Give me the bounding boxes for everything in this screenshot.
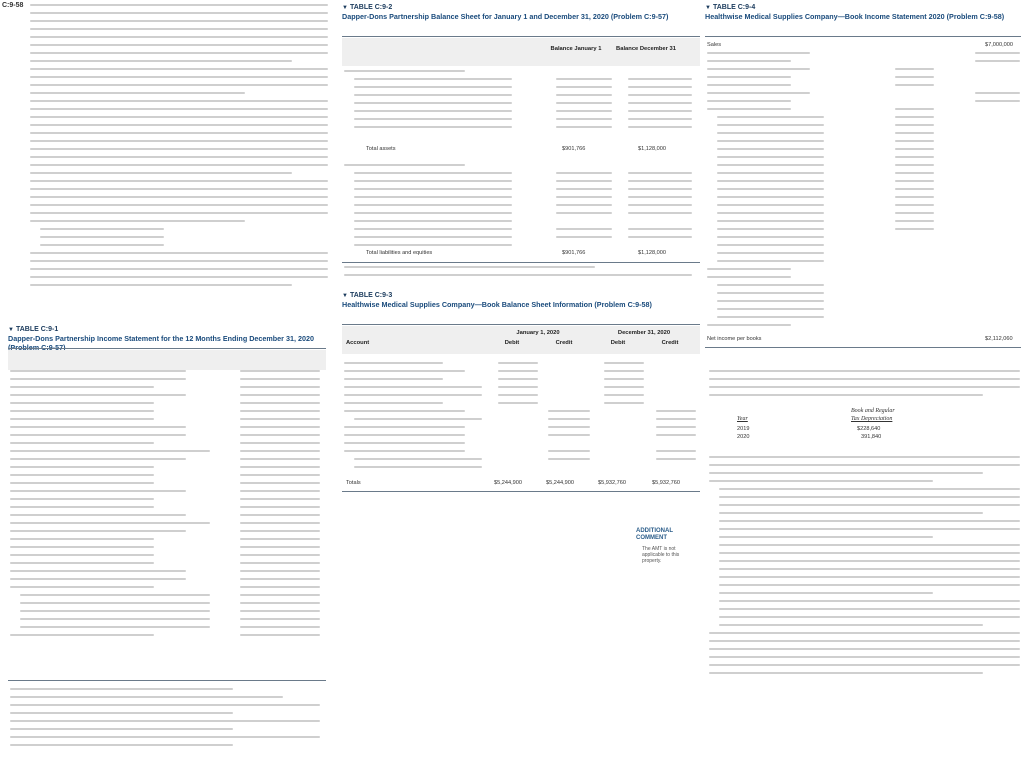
total-assets-label: Total assets xyxy=(366,146,396,152)
total-assets-dec: $1,128,000 xyxy=(638,146,666,152)
dep-header-2: Tax Depreciation xyxy=(851,416,893,422)
net-income-value: $2,112,060 xyxy=(985,336,1013,342)
collapse-triangle-icon: ▼ xyxy=(705,5,711,11)
total-liabilities-jan: $901,766 xyxy=(562,250,586,256)
totals-credit-dec: $5,932,760 xyxy=(652,480,680,486)
left-column xyxy=(0,0,330,765)
group-header-jan: January 1, 2020 xyxy=(516,330,560,336)
group-header-dec: December 31, 2020 xyxy=(617,330,671,336)
account-header: Account xyxy=(346,340,370,346)
table-c9-1-rows xyxy=(10,370,210,642)
dep-year-header: Year xyxy=(737,416,748,422)
assets-rows xyxy=(344,70,512,134)
liabilities-values-dec xyxy=(628,172,692,244)
table-c9-3-debit-dec xyxy=(604,362,644,410)
other-information-text xyxy=(709,456,1020,680)
totals-credit-jan: $5,244,900 xyxy=(546,480,574,486)
dep-year-2019: 2019 xyxy=(737,426,750,432)
sales-value: $7,000,000 xyxy=(985,42,1013,48)
additional-comment-text: The AMT is not applicable to this property. xyxy=(642,546,680,564)
sub-header-debit-dec: Debit xyxy=(610,340,626,346)
table-c9-3-credit-jan xyxy=(548,410,590,466)
table-c9-2-caption: Dapper-Dons Partnership Balance Sheet for January 1 and December 31, 2020 (Problem C:9-57) xyxy=(342,12,669,21)
sub-header-debit-jan: Debit xyxy=(504,340,520,346)
sub-header-credit-dec: Credit xyxy=(661,340,679,346)
totals-debit-jan: $5,244,900 xyxy=(494,480,522,486)
assets-values-dec xyxy=(628,70,692,134)
right-column xyxy=(705,0,1024,765)
table-c9-1-caption: Dapper-Dons Partnership Income Statement for the 12 Months Ending December 31, 2020 xyxy=(8,334,314,343)
table-c9-3-debit-jan xyxy=(498,362,538,410)
collapse-triangle-icon: ▼ xyxy=(8,327,14,333)
table-c9-3-credit-dec xyxy=(656,410,696,466)
sub-header-credit-jan: Credit xyxy=(555,340,573,346)
dep-amount-2019: $228,640 xyxy=(857,426,881,432)
table-c9-4-outer-values xyxy=(975,52,1020,108)
collapse-triangle-icon: ▼ xyxy=(342,5,348,11)
table-c9-4-header: ▼ TABLE C:9-4 Healthwise Medical Supplies Company—Book Income Statement 2020 (Problem C:9-58) xyxy=(705,4,1023,21)
table-c9-4-inner-values xyxy=(895,68,934,236)
fixed-assets-text xyxy=(709,370,1020,402)
col-header-jan: Balance January 1 xyxy=(550,46,602,52)
dep-header-1: Book and Regular xyxy=(851,408,895,414)
table-c9-3-header: ▼ TABLE C:9-3 Healthwise Medical Supplies Company—Book Balance Sheet Information (Problem C:9-58) xyxy=(342,292,702,309)
dep-amount-2020: 391,840 xyxy=(861,434,882,440)
table-c9-2-header: ▼ TABLE C:9-2 Dapper-Dons Partnership Balance Sheet for January 1 and December 31, 2020 (Problem C:9-57) xyxy=(342,4,702,21)
total-liabilities-label: Total liabilities and equities xyxy=(366,250,433,256)
totals-debit-dec: $5,932,760 xyxy=(598,480,626,486)
table-c9-2-footnotes xyxy=(344,266,692,282)
table-c9-3-accounts xyxy=(344,362,482,474)
liabilities-values-jan xyxy=(556,172,612,244)
table-c9-4-caption: Healthwise Medical Supplies Company—Book Income Statement 2020 (Problem C:9-58) xyxy=(705,12,1005,21)
col-header-dec: Balance December 31 xyxy=(616,46,676,52)
problem-label: C:9-58 xyxy=(2,2,24,9)
assets-values-jan xyxy=(556,70,612,134)
middle-column xyxy=(336,0,712,765)
liabilities-rows xyxy=(344,164,512,252)
net-income-label: Net income per books xyxy=(707,336,762,342)
collapse-triangle-icon: ▼ xyxy=(342,293,348,299)
total-assets-jan: $901,766 xyxy=(562,146,586,152)
table-c9-1-footnotes xyxy=(10,688,320,752)
sales-label: Sales xyxy=(707,42,721,48)
totals-label: Totals xyxy=(346,480,361,486)
table-c9-1-header: ▼ TABLE C:9-1 Dapper-Dons Partnership Income Statement for the 12 Months Ending December 31, 2020 xyxy=(8,326,326,352)
total-liabilities-dec: $1,128,000 xyxy=(638,250,666,256)
table-c9-3-caption: Healthwise Medical Supplies Company—Book Balance Sheet Information (Problem C:9-58) xyxy=(342,300,652,309)
table-c9-4-rows xyxy=(707,52,824,332)
dep-year-2020: 2020 xyxy=(737,434,750,440)
additional-comment-title: ADDITIONAL COMMENT xyxy=(636,528,673,541)
problem-text xyxy=(30,4,328,292)
table-c9-1-values xyxy=(240,370,320,642)
